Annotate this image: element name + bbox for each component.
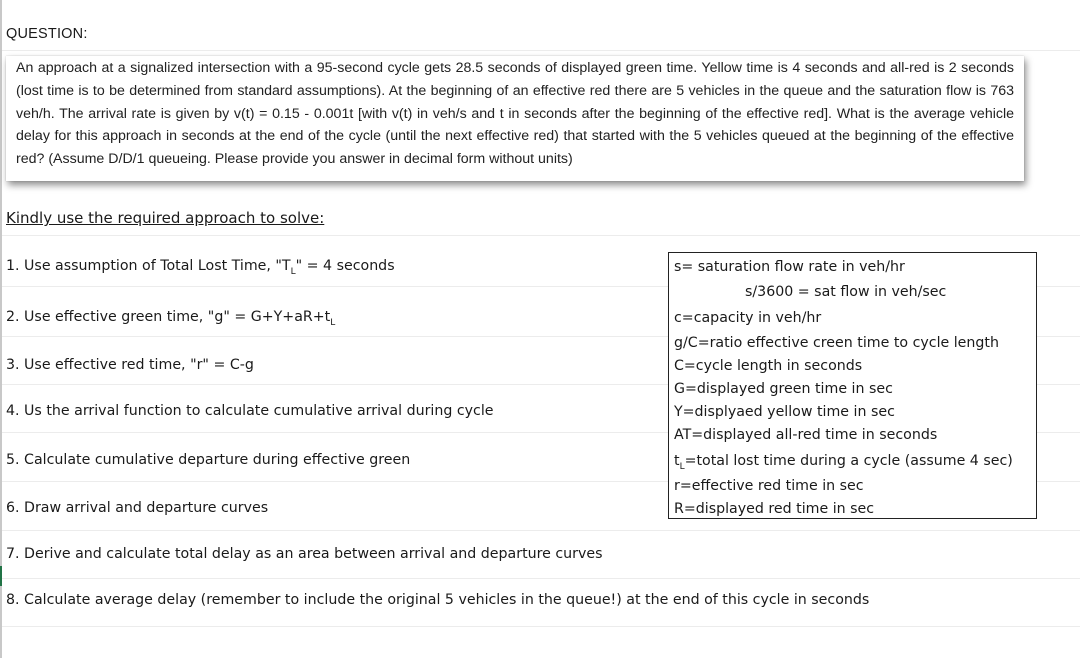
problem-image[interactable] [6,56,1024,181]
step-5: 5. Calculate cumulative departure during effective green [6,452,411,468]
problem-text: An approach at a signalized intersection with a 95-second cycle gets 28.5 seconds of displayed green time. Yellow time is 4 seconds and all-red is 2 seconds (lost time is to be determined from standard assumptions). At the beginning of an effective red there are 5 vehicles in the queue and the saturation flow is 763 veh/h. The arrival rate is given by v(t) = 0.15 - 0.001t [with v(t) in veh/s and t in seconds after the beginning of the effective red]. What is the average vehicle delay for this approach in seconds at the end of the cycle (until the next effective red) that started with the 5 vehicles queued at the beginning of the effective red? (Assume D/D/1 queueing. Please provide you answer in decimal form without units) [16,60,1014,168]
cell-divider [2,50,1080,51]
step-4: 4. Us the arrival function to calculate cumulative arrival during cycle [6,403,494,419]
cell-divider [2,530,1080,531]
legend-item: $t_L=total$ lost time during a cycle (assume 4 sec) [674,453,1013,472]
sheet-left-border [0,0,2,658]
cell-divider [2,235,1080,236]
legend-item: R=displayed red time in sec [674,501,875,517]
step-7: 7. Derive and calculate total delay as an area between arrival and departure curves [6,546,603,562]
legend-item: Y=displyaed yellow time in sec [674,404,895,420]
step-6: 6. Draw arrival and departure curves [6,500,269,516]
legend-item: s= saturation flow rate in veh/hr [674,259,905,275]
step-3: 3. Use effective red time, "r" = C-g [6,357,254,373]
cell-divider [2,626,1080,627]
active-cell-marker [0,566,2,586]
legend-item: g/C=ratio effective creen time to cycle length [674,335,999,351]
step-1: 1. Use assumption of Total Lost Time, "$T_L$" = 4 seconds [6,258,395,277]
legend-box [668,252,1037,519]
legend-item: AT=displayed all-red time in seconds [674,427,938,443]
instructions-heading: Kindly use the required approach to solve: [6,209,325,227]
legend-item: G=displayed green time in sec [674,381,893,397]
legend-item: r=effective red time in sec [674,478,864,494]
cell-divider [2,578,1080,579]
step-8: 8. Calculate average delay (remember to include the original 5 vehicles in the queue!) at the end of this cycle in seconds [6,592,870,608]
legend-item: c=capacity in veh/hr [674,310,822,326]
step-2: 2. Use effective green time, "g" = $G+Y+aR+t_L$ [6,309,336,328]
question-heading: QUESTION: [6,26,88,42]
legend-item: s/3600 = sat flow in veh/sec [745,284,947,300]
legend-item: C=cycle length in seconds [674,358,863,374]
